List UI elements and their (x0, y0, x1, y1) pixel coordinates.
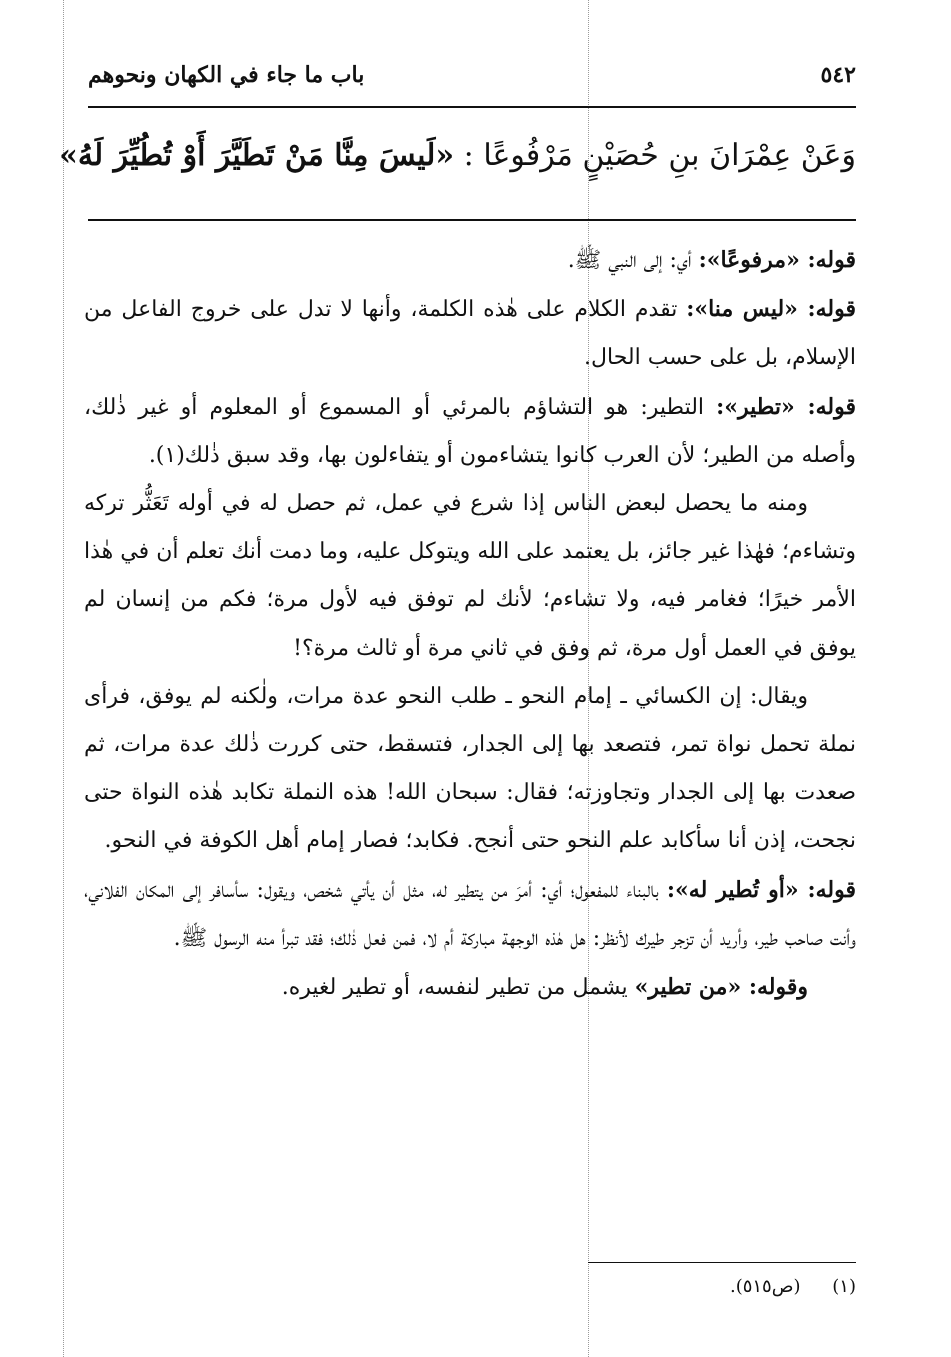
commentary-label: قوله: «أو تُطير له»: (666, 876, 856, 903)
commentary-text: ويقال: إن الكسائي ـ إمام النحو ـ طلب النحو عدة مرات، ولٰكنه لم يوفق، فرأى نملة تحمل نواة تمر، فتصعد بها إلى الجدار، فتسقط، حتى كررت ذٰلك عدة مرات، ثم صعدت بها إلى الجدار وتجاوزته؛ فقال: سبحان الله! هذه النملة تكابد هٰذه النواة حتى نجحت، إذن أنا سأكابد علم النحو حتى أنجح. فكابد؛ فصار إمام أهل الكوفة في النحو. (84, 683, 856, 854)
commentary-label: وقوله: «من تطير» (634, 974, 808, 1001)
commentary-text: بالبناء للمفعول؛ أي: أمرَ من يتطير له، مثل أن يأتي شخص، ويقول: سأسافر إلى المكان الفلاني، وأنت صاحب طير، وأريد أن تزجر طيرك لأنظر: هل هٰذه الوجهة مباركة أم لا، فمن فعل ذٰلك؛ فقد تبرأ منه الرسول ﷺ. (84, 877, 856, 951)
commentary-label: قوله: «ليس منا»: (686, 296, 856, 323)
scan-guide-line (63, 0, 64, 1357)
commentary-paragraph (84, 383, 856, 480)
commentary-label: قوله: «تطير»: (716, 393, 856, 420)
page-header (88, 55, 856, 95)
page-number: ٥٤٢ (820, 62, 856, 88)
hadith-divider (88, 219, 856, 221)
commentary-paragraph (84, 285, 856, 382)
commentary-paragraph (84, 673, 856, 866)
footnote-divider (588, 1262, 856, 1263)
commentary-paragraph (84, 963, 856, 1012)
footnote-number: (١) (832, 1276, 856, 1297)
commentary-paragraph (84, 480, 856, 673)
commentary-label: قوله: «مرفوعًا»: (698, 247, 856, 273)
commentary-text: أي: إلى النبي ﷺ. (567, 248, 699, 273)
commentary-text: تقدم الكلام على هٰذه الكلمة، وأنها لا تدل على خروج الفاعل من الإسلام، بل على حسب الحال. (84, 297, 856, 371)
commentary-paragraph (84, 236, 856, 285)
header-divider (88, 106, 856, 108)
chapter-title: باب ما جاء في الكهان ونحوهم (88, 62, 365, 88)
hadith-intro: وَعَنْ عِمْرَانَ بنِ حُصَيْنٍ مَرْفُوعًا : (463, 138, 856, 173)
commentary-body (84, 236, 856, 1012)
commentary-paragraph (84, 866, 856, 963)
commentary-text: ومنه ما يحصل لبعض الناس إذا شرع في عمل، ثم حصل له في أوله تَعَثُّر تركه وتشاءم؛ فهٰذا غير جائز، بل يعتمد على الله ويتوكل عليه، وما دمت أنك تعلم أن في هٰذا الأمر خيرًا؛ فغامر فيه، ولا تشاءم؛ لأنك لم توفق فيه لأول مرة؛ فكم من إنسان لم يوفق في العمل أول مرة، ثم وفق في ثاني مرة أو ثالث مرة؟! (84, 491, 856, 661)
hadith-text (59, 128, 856, 188)
commentary-text: يشمل من تطير لنفسه، أو تطير لغيره. (281, 975, 635, 1001)
hadith-quote: «لَيسَ مِنَّا مَنْ تَطَيَّرَ أَوْ تُطُيِّرَ لَهُ» (59, 138, 455, 173)
footnote (88, 1276, 856, 1297)
commentary-text: التطير: هو التشاؤم بالمرئي أو المسموع أو المعلوم أو غير ذٰلك، وأصله من الطير؛ لأن العرب كانوا يتشاءمون أو يتفاءلون بها، وقد سبق ذٰلك(١). (84, 394, 856, 468)
footnote-text: (ص٥١٥). (729, 1276, 801, 1297)
